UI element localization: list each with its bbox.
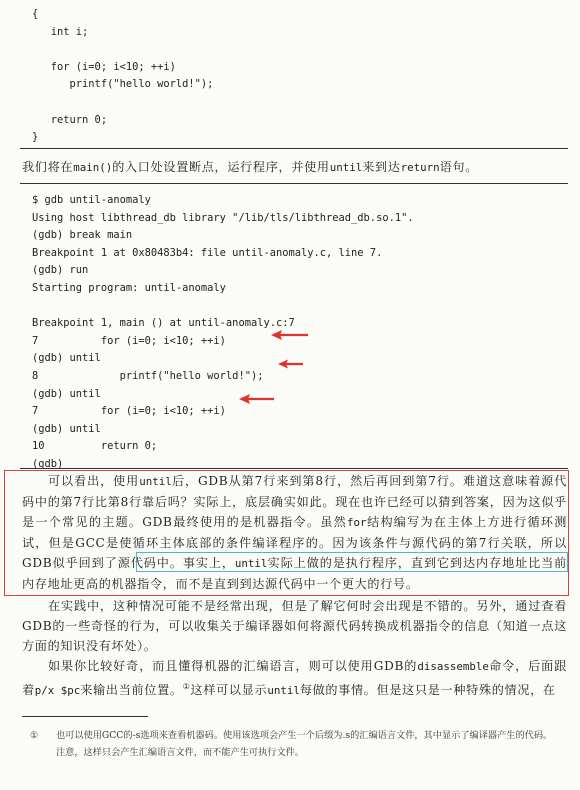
paragraph-disassemble: 如果你比较好奇，而且懂得机器的汇编语言，则可以使用GDB的disassemble命令，后面跟着p/x $pc来输出当前位置。①这样可以显示until每做的事情。但是这只是一种特殊的情况，在	[22, 659, 567, 698]
code-line: printf("hello world!");	[32, 78, 214, 91]
rule-gdb-bottom	[20, 468, 568, 469]
code-line: int i;	[32, 25, 89, 38]
code-line: (gdb) until	[32, 422, 101, 435]
code-line: 8 printf("hello world!");	[32, 369, 264, 382]
code-line: (gdb) run	[32, 264, 89, 277]
footnote-marker: ①	[30, 730, 39, 741]
footnote-ref: ①	[182, 682, 191, 691]
footnote-rule	[22, 716, 148, 717]
annotation-arrow-icon	[238, 392, 276, 406]
code-line: 7 for (i=0; i<10; ++i)	[32, 405, 226, 418]
rule-gdb-top	[20, 183, 568, 184]
annotation-arrow-icon	[277, 358, 305, 370]
code-listing-gdb-session	[32, 192, 414, 474]
code-line: for (i=0; i<10; ++i)	[32, 60, 176, 73]
code-line: Starting program: until-anomaly	[32, 281, 226, 294]
intro-sentence: 我们将在main()的入口处设置断点，运行程序，并使用until来到达return语句。	[22, 160, 479, 174]
annotation-arrow-icon	[270, 328, 310, 342]
code-line: {	[32, 8, 39, 20]
code-line: }	[32, 131, 39, 144]
code-listing-source	[32, 6, 213, 147]
code-line: Breakpoint 1 at 0x80483b4: file until-anomaly.c, line 7.	[32, 246, 383, 259]
code-line: (gdb) until	[32, 352, 101, 365]
code-line: return 0;	[32, 113, 108, 126]
code-line: (gdb) until	[32, 387, 101, 400]
code-line: (gdb) break main	[32, 229, 133, 242]
code-line: $ gdb until-anomaly	[32, 194, 151, 206]
code-line: (gdb)	[32, 457, 64, 470]
code-line: Using host libthread_db library "/lib/tls/libthread_db.so.1".	[32, 211, 414, 224]
code-line	[32, 298, 414, 316]
code-line: 10 return 0;	[32, 440, 158, 453]
footnote-text: 也可以使用GCC的-s选项来查看机器码。使用该选项会产生一个后缀为.s的汇编语言文件，其中显示了编译器产生的代码。注意，这样只会产生汇编语言文件，而不能产生可执行文件。	[56, 730, 553, 758]
paragraph-explanation: 可以看出，使用until后，GDB从第7行来到第8行，然后再回到第7行。难道这意味着源代码中的第7行比第8行靠后吗？实际上，底层确实如此。现在也许已经可以猜到答案，因为这似乎是一个常见的主题。GDB最终使用的是机器指令。虽然for结构编写为在主体上方进行循环测试，但是GCC是使循环主体底部的条件编译程序的。因为该条件与源代码的第7行关联，所以GDB似乎回到了源代码中。事实上，until实际上做的是执行程序，直到它到达内存地址比当前内存地址更高的机器指令，而不是直到到达源代码中一个更大的行号。	[22, 474, 567, 591]
code-line	[32, 94, 213, 112]
code-line: Breakpoint 1, main () at until-anomaly.c:7	[32, 317, 295, 330]
code-line: 7 for (i=0; i<10; ++i)	[32, 334, 226, 347]
code-line	[32, 41, 213, 59]
rule-top	[20, 148, 568, 149]
paragraph-practice: 在实践中，这种情况可能不是经常出现，但是了解它何时会出现是不错的。另外，通过查看GDB的一些奇怪的行为，可以收集关于编译器如何将源代码转换成机器指令的信息（知道一点这方面的知识没有坏处）。	[22, 599, 567, 653]
